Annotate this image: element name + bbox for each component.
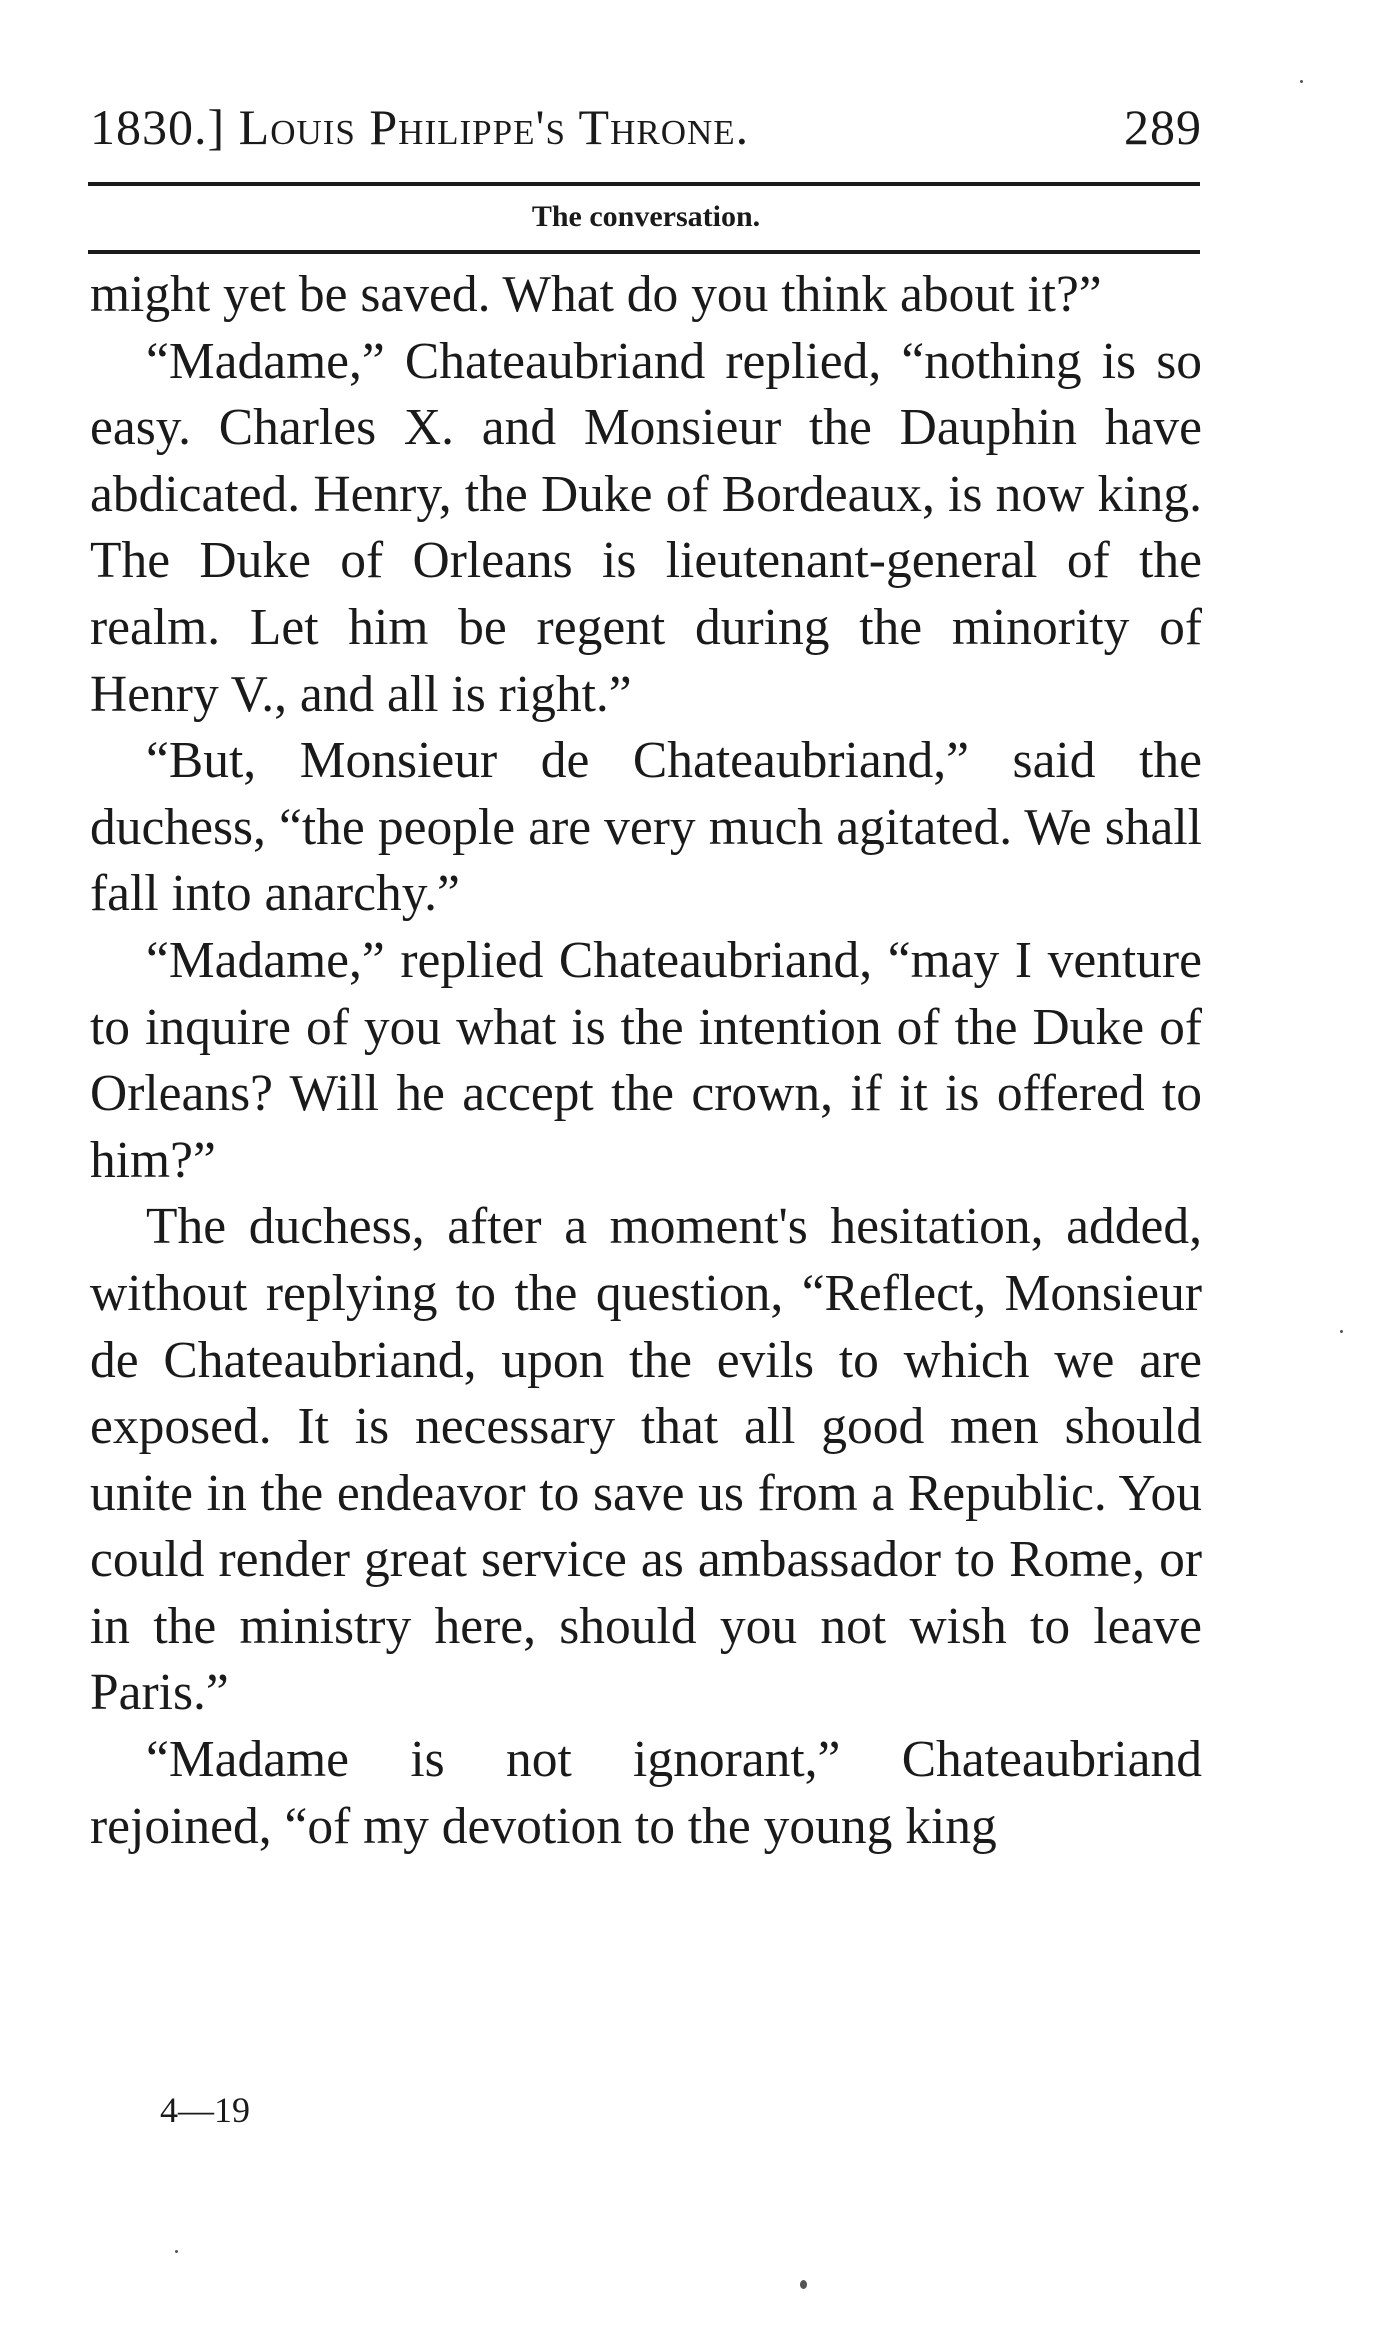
print-speck (1300, 80, 1303, 83)
paragraph: might yet be saved. What do you think about it?” (90, 266, 1102, 323)
running-head-left (90, 92, 749, 162)
header-rule-top (88, 182, 1200, 186)
section-subtitle: The conversation. (531, 200, 761, 233)
paragraph: The duchess, after a moment's hesitation, added, without replying to the question, “Reflect, Monsieur de Chateaubriand, upon the evils to which we are exposed. It is necessary that all good men should unite in the endeavor to save us from a Republic. You could render great service as ambassador to Rome, or in the ministry here, should you not wish to leave Paris.” (90, 1198, 1202, 1722)
signature-mark: 4—19 (160, 2090, 250, 2130)
header-rule-bottom (88, 250, 1200, 254)
paragraph: “Madame,” replied Chateaubriand, “may I venture to inquire of you what is the intention of the Duke of Orleans? Will he accept the crown, if it is offered to him?” (90, 931, 1202, 1189)
running-head-year: 1830.] (90, 99, 226, 155)
paragraph: “Madame,” Chateaubriand replied, “nothing is so easy. Charles X. and Monsieur the Dauphin have abdicated. Henry, the Duke of Bordeaux, is now king. The Duke of Orleans is lieutenant-general of the realm. Let him be regent during the minority of Henry V., and all is right.” (90, 332, 1202, 723)
page-number: 289 (1124, 99, 1202, 155)
running-head (90, 92, 1202, 162)
print-speck (175, 2250, 178, 2253)
paragraph: “Madame is not ignorant,” Chateaubriand rejoined, “of my devotion to the young king (90, 1731, 1202, 1855)
print-speck (1340, 1330, 1343, 1333)
body-text (90, 262, 1202, 1860)
paragraph: “But, Monsieur de Chateaubriand,” said the duchess, “the people are very much agitated. We shall fall into anarchy.” (90, 732, 1202, 923)
print-speck (800, 2280, 807, 2289)
running-head-title: Louis Philippe's Throne. (238, 99, 750, 155)
